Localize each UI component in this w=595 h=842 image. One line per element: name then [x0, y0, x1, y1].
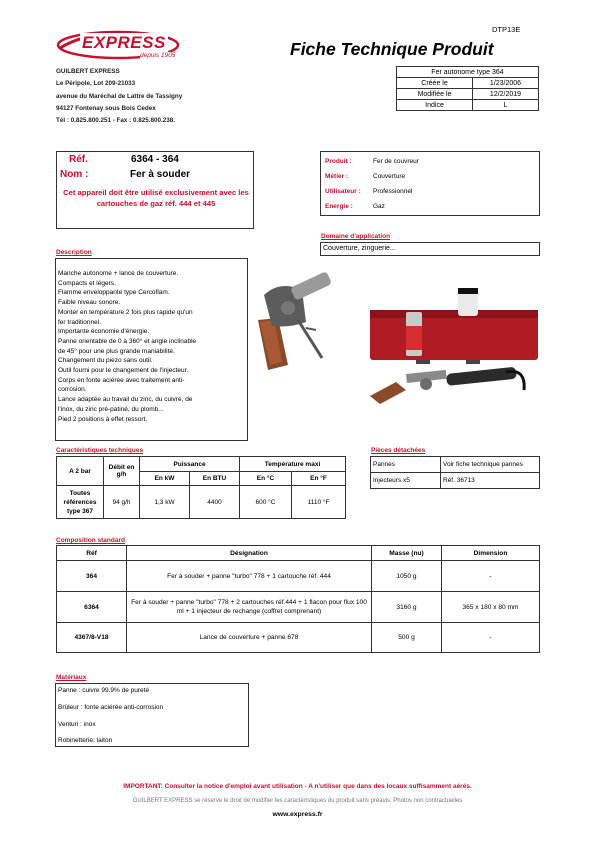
meta-value: 12/2/2019 [473, 89, 539, 100]
doc-code: DTP13E [492, 25, 521, 34]
sub-header: En °C [240, 472, 292, 486]
materiaux-line: Panne : cuivre 99.9% de pureté [58, 687, 150, 694]
a2bar-label: A 2 bar [57, 457, 104, 486]
materiaux-box [55, 683, 249, 747]
company-line1: Le Péripole, Lot 209-21033 [56, 80, 136, 88]
temp-header: Température maxi [240, 457, 346, 472]
website-link[interactable]: www.express.fr [272, 811, 323, 818]
company-block [56, 66, 182, 127]
page-title: Fiche Technique Produit [290, 39, 494, 59]
composition-ref: 4367/8-V18 [57, 623, 127, 653]
sub-header: En °F [292, 472, 346, 486]
materiaux-line: Venturi : inox [58, 721, 96, 728]
info-value: Gaz [373, 203, 385, 210]
sub-header: En BTU [190, 472, 240, 486]
composition-title: Composition standard [56, 537, 125, 544]
info-value: Professionnel [373, 188, 413, 195]
info-box [320, 151, 540, 216]
materiaux-title: Matériaux [56, 674, 87, 681]
composition-dim: - [442, 561, 540, 592]
composition-ref: 6364 [57, 592, 127, 623]
piece-value: Voir fiche technique pannes [441, 457, 540, 473]
description-box [55, 258, 248, 441]
info-value: Couverture [373, 173, 406, 180]
ref-label: Réf. [69, 154, 88, 165]
description-line: Corps en fonte aciérée avec traitement anti- [58, 376, 185, 384]
description-line: Compacts et légers. [58, 279, 116, 287]
composition-masse: 500 g [372, 623, 442, 653]
composition-masse: 3160 g [372, 592, 442, 623]
info-label: Produit : [325, 158, 352, 165]
sub-header: En kW [140, 472, 190, 486]
domaine-value: Couverture, zinguerie... [323, 245, 396, 252]
carac-title: Caractéristiques techniques [56, 447, 144, 454]
carac-value: 94 g/h [104, 486, 140, 519]
carac-row-label: Toutes références type 367 [57, 486, 104, 519]
info-label: Energie : [325, 203, 353, 210]
meta-label: Modifiée le [397, 89, 473, 100]
name-label: Nom : [60, 169, 89, 180]
express-logo [56, 28, 190, 62]
carac-value: 1,3 kW [140, 486, 190, 519]
name-value: Fer à souder [130, 169, 191, 180]
description-line: corrosion. [58, 386, 87, 394]
carac-table [56, 456, 346, 519]
description-line: Pied 2 positions à effet ressort. [58, 415, 148, 423]
materiaux-line: Brûleur : fonte aciérée anti-corrosion [58, 704, 164, 711]
meta-label: Indice [397, 100, 473, 111]
pieces-table [370, 456, 540, 489]
composition-des: Lance de couverture + panne 678 [127, 623, 372, 653]
carac-value: 600 °C [240, 486, 292, 519]
info-value: Fer de couvreur [373, 158, 419, 165]
description-line: Panne orientable de 0 à 360° et angle inclinable [58, 337, 197, 345]
description-line: Faible niveau sonore. [58, 299, 121, 307]
composition-ref: 364 [57, 561, 127, 592]
domaine-title: Domaine d'application [321, 233, 391, 240]
composition-des: Fer à souder + panne "turbo" 778 + 1 cartouche réf. 444 [127, 561, 372, 592]
pieces-title: Pièces détachées [371, 447, 426, 454]
company-line3: 94127 Fontenay sous Bois Cedex [56, 104, 156, 112]
product-photo-kit [366, 286, 542, 416]
composition-header: Désignation [127, 546, 372, 561]
meta-value: 1/23/2006 [473, 78, 539, 89]
composition-dim: 365 x 180 x 80 mm [442, 592, 540, 623]
logo-word: EXPRESS [82, 33, 166, 52]
description-line: Manche autonome + lance de couverture. [58, 270, 179, 277]
description-line: Outil fourni pour le changement de l'injecteur. [58, 367, 189, 375]
company-line2: avenue du Maréchal de Lattre de Tassigny [56, 92, 183, 100]
meta-header: Fer autonome type 364 [397, 67, 539, 78]
company-name: GUILBERT EXPRESS [56, 68, 120, 75]
description-line: Lance adaptée au travail du zinc, du cuivre, de [58, 396, 193, 404]
composition-header: Réf [57, 546, 127, 561]
meta-table [396, 66, 539, 111]
meta-value: L [473, 100, 539, 111]
disclaimer: GUILBERT EXPRESS se réserve le droit de modifier les caractéristiques du produit sans préavis. Photos non contractuelles [132, 798, 463, 804]
product-box [56, 151, 254, 229]
composition-table [56, 545, 540, 653]
composition-dim: - [442, 623, 540, 653]
carac-value: 1110 °F [292, 486, 346, 519]
company-contact: Tél : 0.825.800.251 - Fax : 0.825.800.238. [56, 117, 176, 125]
description-line: Monter en température 2 fois plus rapide qu'un [58, 308, 193, 316]
important-note: IMPORTANT: Consulter la notice d'emploi avant utilisation - A n'utiliser que dans des locaux suffisamment aérés. [123, 783, 472, 790]
description-line: l'inox, du zinc pré-patiné, du plomb... [58, 405, 164, 413]
piece-name: Pannes [371, 457, 441, 473]
domaine-box [320, 242, 540, 256]
product-photo-iron [250, 270, 340, 375]
description-line: fer traditionnel. [58, 318, 101, 326]
logo-tagline: depuis 1905 [140, 52, 176, 59]
product-warning: Cet appareil doit être utilisé exclusivement avec les cartouches de gaz réf. 444 et 445 [63, 188, 249, 208]
description-text [58, 269, 246, 424]
description-line: Changement du piezo sans outil. [58, 357, 153, 365]
piece-value: Réf. 36713 [441, 473, 540, 489]
materiaux-line: Robinetterie: laiton [58, 737, 113, 744]
piece-name: Injecteurs x5 [371, 473, 441, 489]
composition-header: Dimension [442, 546, 540, 561]
description-line: de 45° pour une plus grande maniabilité. [58, 347, 175, 355]
ref-value: 6364 - 364 [131, 154, 179, 165]
debit-header: Débit en g/h [104, 457, 140, 486]
carac-value: 4400 [190, 486, 240, 519]
composition-masse: 1050 g [372, 561, 442, 592]
description-line: Flamme enveloppante type Cercoflam. [58, 289, 170, 297]
puissance-header: Puissance [140, 457, 240, 472]
composition-header: Masse (nu) [372, 546, 442, 561]
info-label: Utilisateur : [325, 188, 361, 195]
meta-label: Créée le [397, 78, 473, 89]
composition-des: Fer à souder + panne "turbo" 778 + 2 cartouches réf.444 + 1 flacon pour flux 100 ml + 1 injecteur de rechange (coffret comprenant) [127, 592, 372, 623]
description-title: Description [56, 249, 92, 256]
info-label: Métier : [325, 173, 349, 180]
description-line: Importante économie d'énergie. [58, 328, 150, 336]
